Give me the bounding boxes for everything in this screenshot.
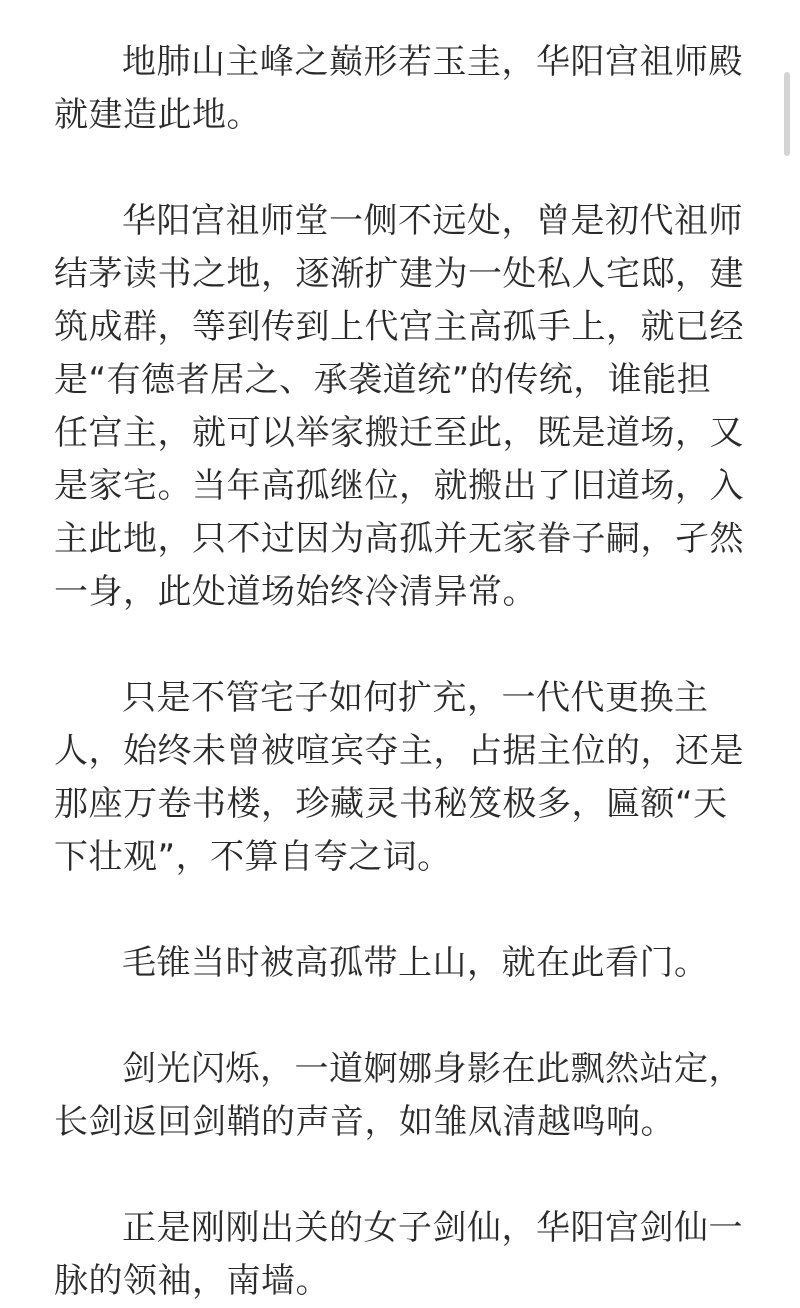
article-body	[54, 36, 744, 1308]
scrollbar-thumb[interactable]	[784, 72, 790, 156]
paragraph: 只是不管宅子如何扩充，一代代更换主人，始终未曾被喧宾夺主，占据主位的，还是那座万卷书楼，珍藏灵书秘笈极多，匾额“天下壮观”，不算自夸之词。	[54, 678, 744, 877]
paragraph: 地肺山主峰之巅形若玉圭，华阳宫祖师殿就建造此地。	[54, 42, 743, 135]
paragraph: 毛锥当时被高孤带上山，就在此看门。	[122, 943, 709, 983]
paragraph: 正是刚刚出关的女子剑仙，华阳宫剑仙一脉的领袖，南墙。	[54, 1208, 743, 1301]
paragraph: 华阳宫祖师堂一侧不远处，曾是初代祖师结茅读书之地，逐渐扩建为一处私人宅邸，建筑成群，等到传到上代宫主高孤手上，就已经是“有德者居之、承袭道统”的传统，谁能担任宫主，就可以举家搬迁至此，既是道场，又是家宅。当年高孤继位，就搬出了旧道场，入主此地，只不过因为高孤并无家眷子嗣，孑然一身，此处道场始终冷清异常。	[54, 201, 744, 612]
paragraph: 剑光闪烁，一道婀娜身影在此飘然站定，长剑返回剑鞘的声音，如雏凤清越鸣响。	[54, 1049, 743, 1142]
scrollbar[interactable]	[786, 0, 796, 1264]
